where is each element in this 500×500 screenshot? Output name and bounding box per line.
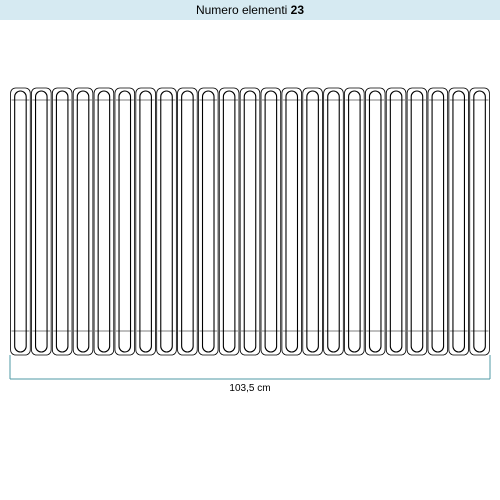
- radiator-element: [94, 88, 114, 355]
- element-count-value: 23: [290, 3, 305, 17]
- element-tube: [56, 91, 68, 352]
- radiator-element: [11, 88, 31, 355]
- radiator-element: [303, 88, 323, 355]
- element-tube: [349, 91, 361, 352]
- element-tube: [411, 91, 423, 352]
- radiator-element: [52, 88, 72, 355]
- radiator-element: [365, 88, 385, 355]
- element-tube: [432, 91, 444, 352]
- element-tube: [390, 91, 402, 352]
- width-dimension: [10, 355, 490, 379]
- element-tube: [98, 91, 110, 352]
- element-tube: [307, 91, 319, 352]
- radiator-element: [428, 88, 448, 355]
- radiator-element: [407, 88, 427, 355]
- element-tube: [223, 91, 235, 352]
- radiator-element: [136, 88, 156, 355]
- element-tube: [36, 91, 48, 352]
- width-dimension-label: 103,5 cm: [229, 383, 271, 394]
- radiator-element: [219, 88, 239, 355]
- radiator-element: [261, 88, 281, 355]
- radiator-element: [157, 88, 177, 355]
- element-count-label: Numero elementi: [195, 3, 288, 17]
- element-tube: [140, 91, 152, 352]
- element-tube: [369, 91, 381, 352]
- element-tube: [286, 91, 298, 352]
- element-tube: [453, 91, 465, 352]
- element-tube: [203, 91, 215, 352]
- radiator-element: [115, 88, 135, 355]
- element-tube: [328, 91, 340, 352]
- element-tube: [474, 91, 486, 352]
- radiator-element: [345, 88, 365, 355]
- radiator-element: [240, 88, 260, 355]
- radiator-element: [198, 88, 218, 355]
- element-tube: [15, 91, 27, 352]
- radiator-element: [449, 88, 469, 355]
- radiator-element: [31, 88, 51, 355]
- radiator-element: [324, 88, 344, 355]
- radiator-element: [470, 88, 490, 355]
- element-tube: [182, 91, 194, 352]
- radiator-element: [386, 88, 406, 355]
- element-tube: [119, 91, 131, 352]
- element-tube: [265, 91, 277, 352]
- radiator-element: [73, 88, 93, 355]
- element-tube: [161, 91, 173, 352]
- element-tube: [77, 91, 89, 352]
- radiator-element: [282, 88, 302, 355]
- element-tube: [244, 91, 256, 352]
- radiator-element: [178, 88, 198, 355]
- radiator-elements: [11, 88, 490, 355]
